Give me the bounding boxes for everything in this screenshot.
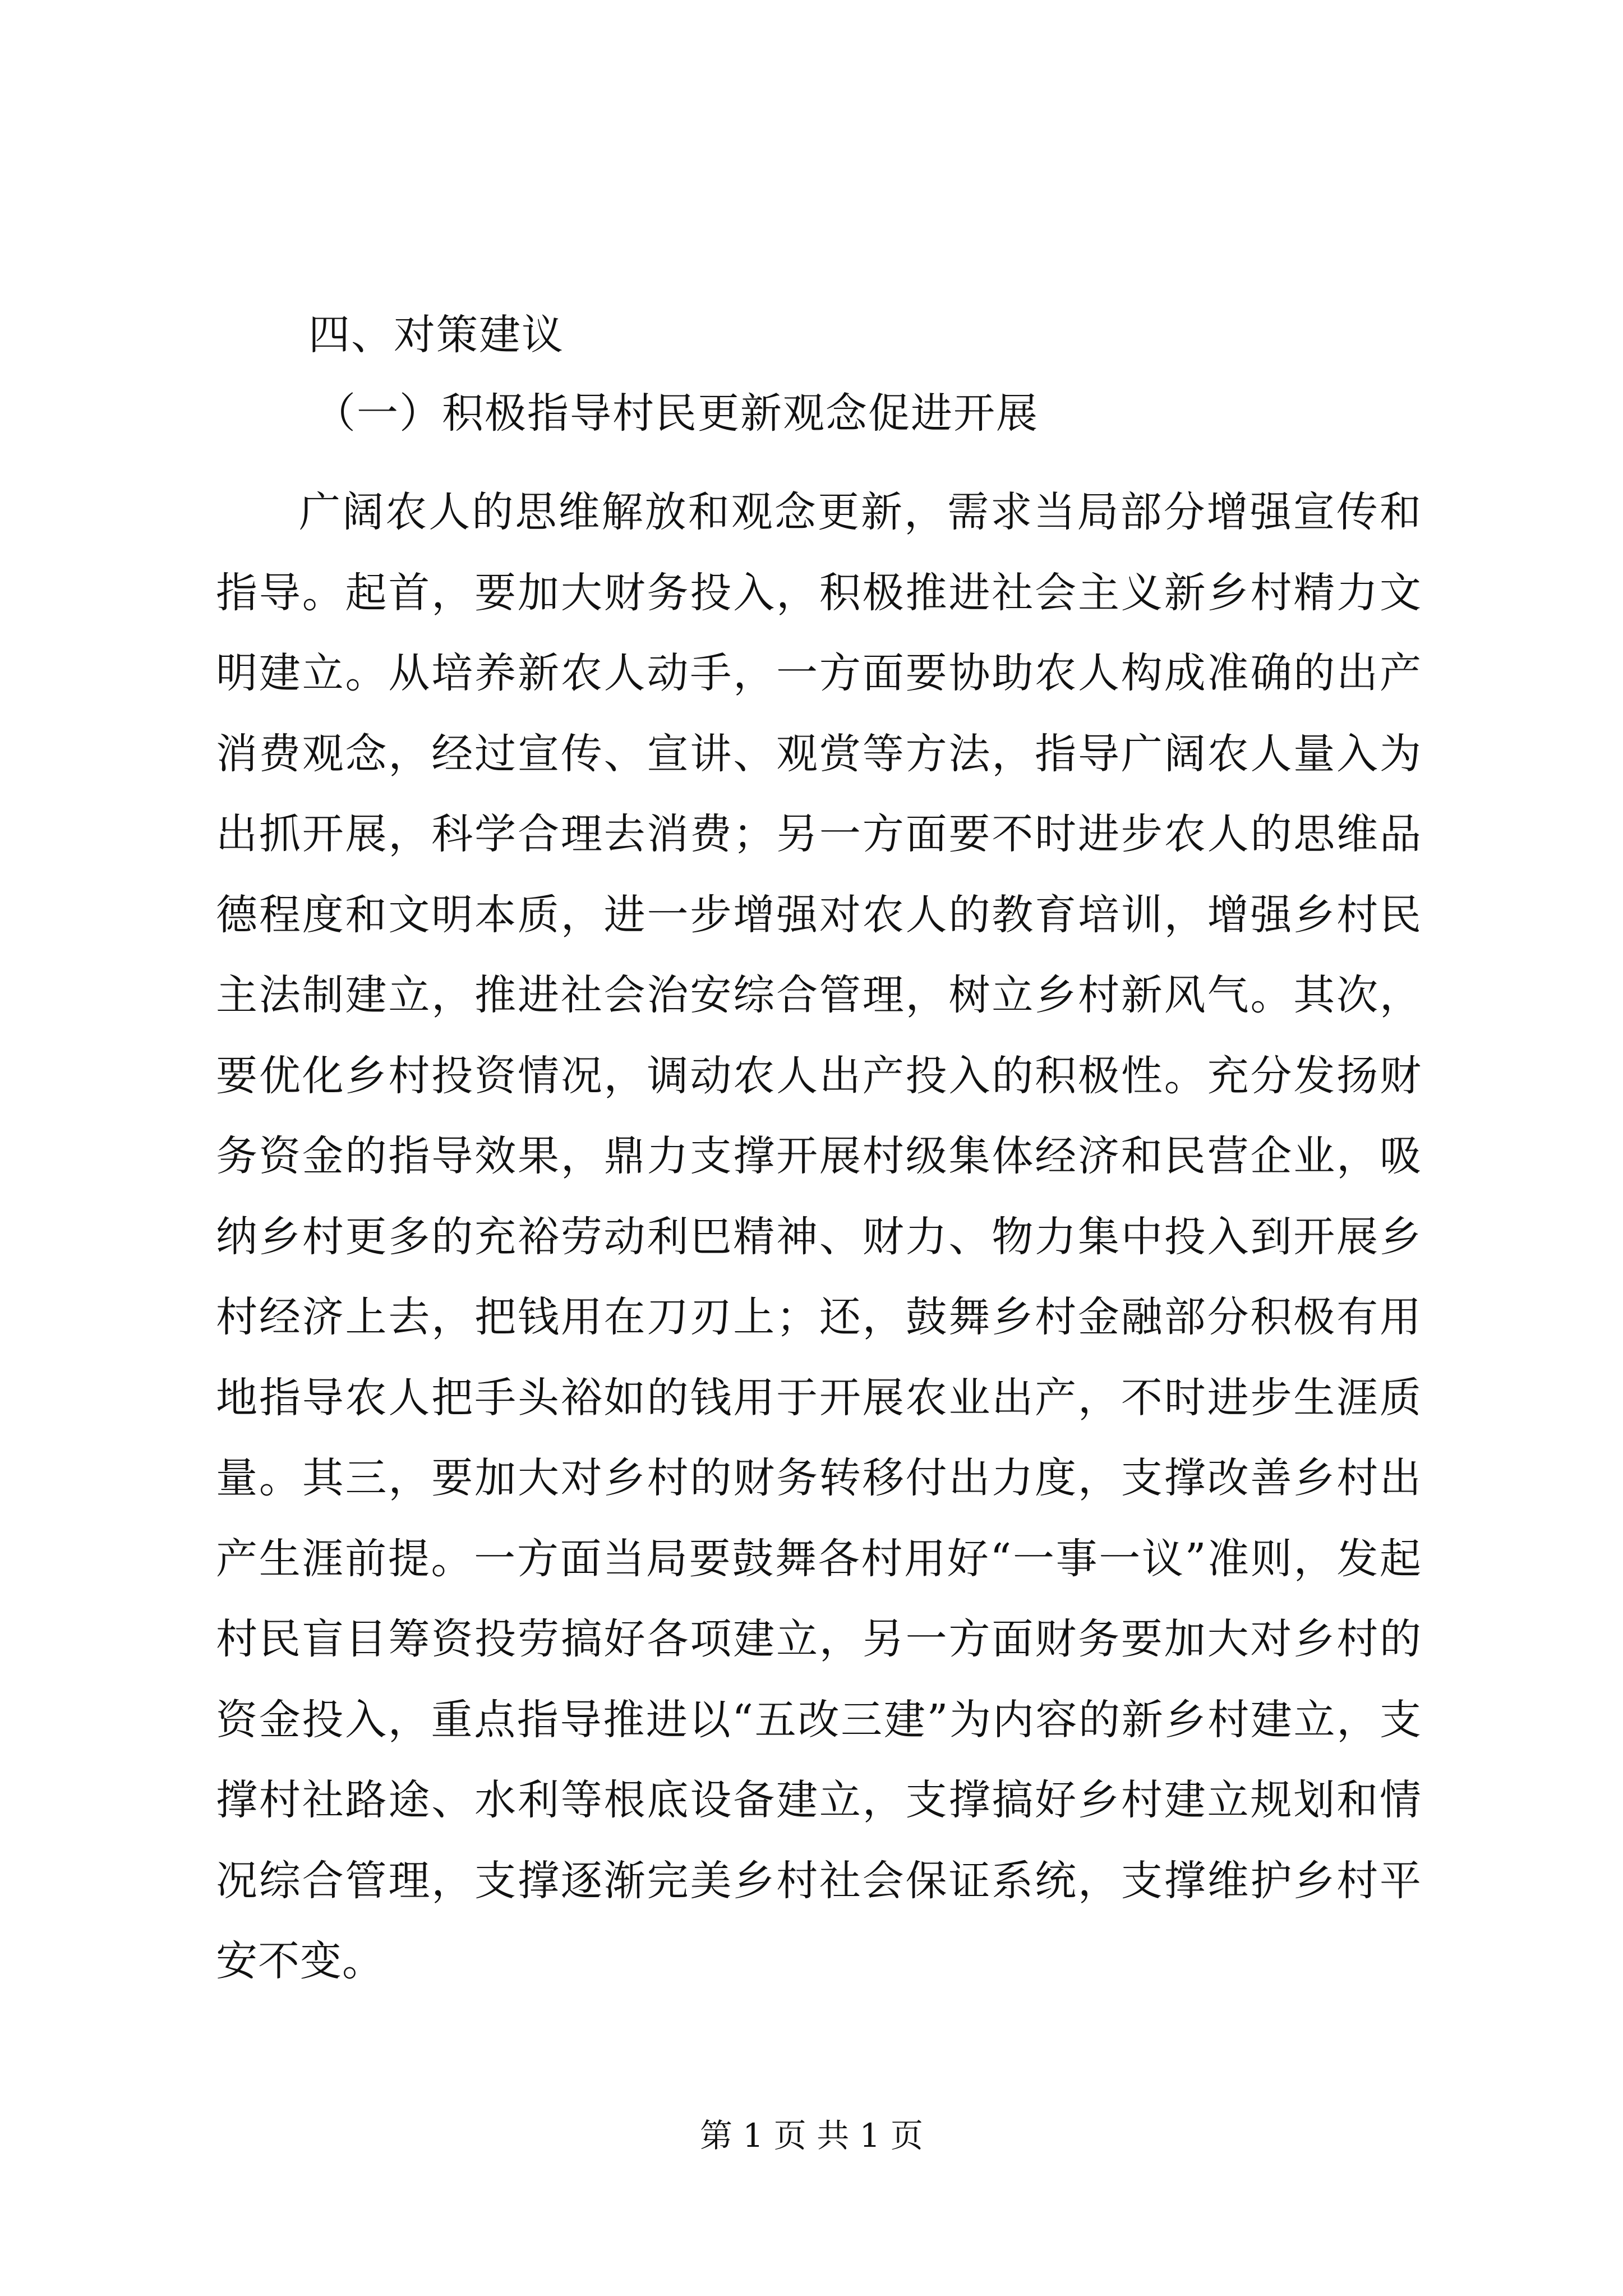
page-footer: 第 1 页 共 1 页	[700, 2116, 923, 2155]
subsection-heading: （一）积极指导村民更新观念促进开展	[314, 389, 1039, 438]
body-paragraph: 广阔农人的思维解放和观念更新，需求当局部分增强宣传和指导。起首，要加大财务投入，积极推进社会主义新乡村精力文明建立。从培养新农人动手，一方面要协助农人构成准确的出产消费观念，经过宣传、宣讲、观赏等方法，指导广阔农人量入为出抓开展，科学合理去消费；另一方面要不时进步农人的思维品德程度和文明本质，进一步增强对农人的教育培训，增强乡村民主法制建立，推进社会治安综合管理，树立乡村新风气。其次，要优化乡村投资情况，调动农人出产投入的积极性。充分发扬财务资金的指导效果，鼎力支撑开展村级集体经济和民营企业，吸纳乡村更多的充裕劳动利巴精神、财力、物力集中投入到开展乡村经济上去，把钱用在刀刃上；还，鼓舞乡村金融部分积极有用地指导农人把手头裕如的钱用于开展农业出产，不时进步生涯质量。其三，要加大对乡村的财务转移付出力度，支撑改善乡村出产生涯前提。一方面当局要鼓舞各村用好“一事一议”准则，发起村民盲目筹资投劳搞好各项建立，另一方面财务要加大对乡村的资金投入，重点指导推进以“五改三建”为内容的新乡村建立，支撑村社路途、水利等根底设备建立，支撑搞好乡村建立规划和情况综合管理，支撑逐渐完美乡村社会保证系统，支撑维护乡村平安不变。	[216, 488, 1422, 1985]
section-heading: 四、对策建议	[308, 311, 564, 359]
